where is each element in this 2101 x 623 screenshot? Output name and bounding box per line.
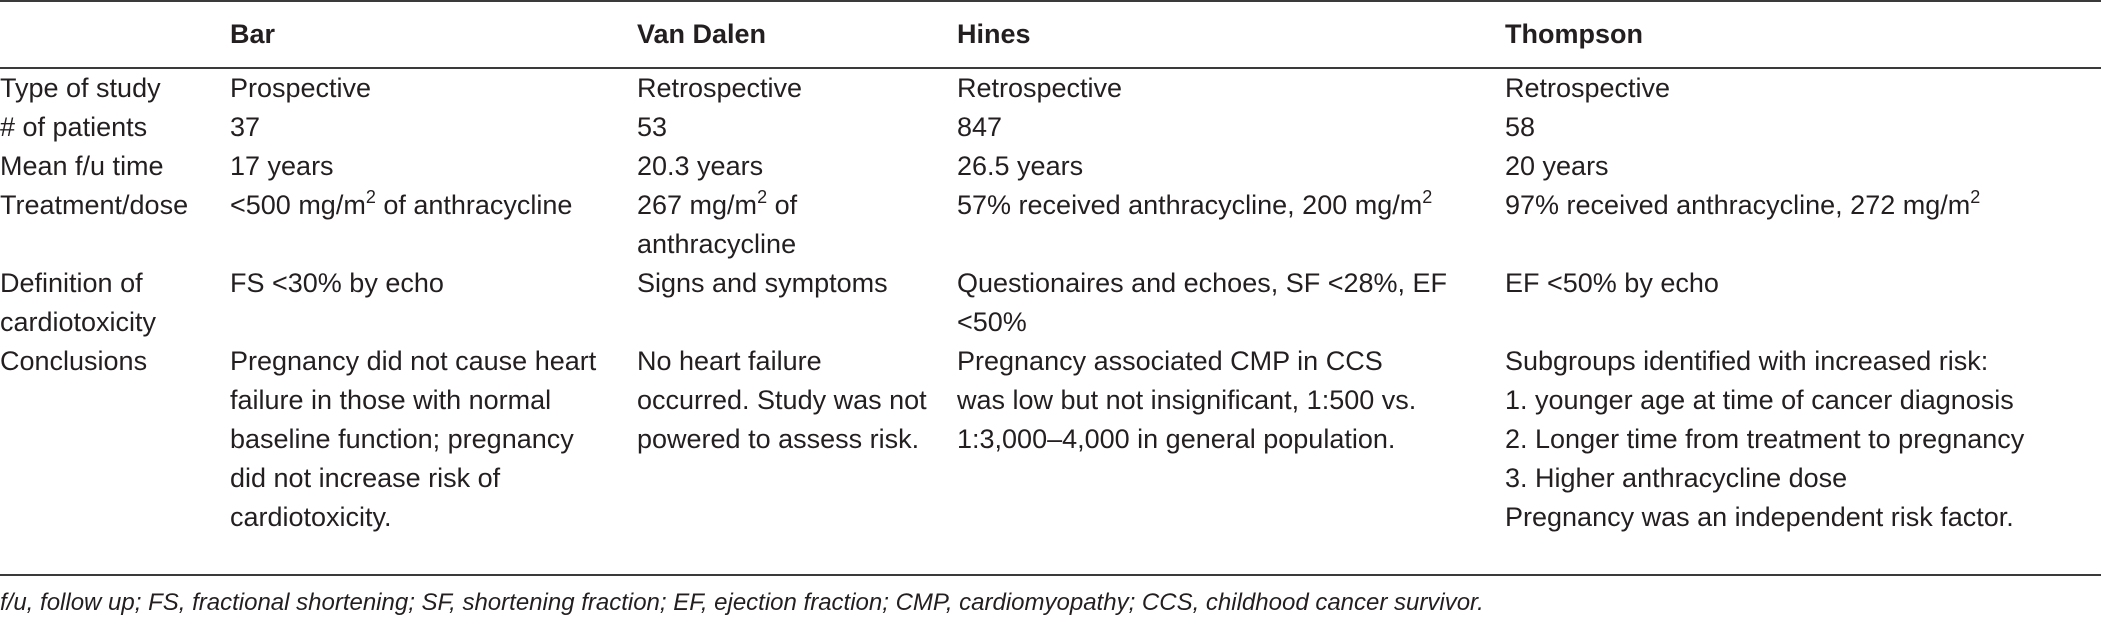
- table-row-type-of-study: [0, 69, 2101, 108]
- cell-line2: <50%: [957, 307, 1027, 337]
- table-body: [0, 69, 2101, 537]
- cell-van-dalen: [637, 342, 957, 537]
- cell-bar: [230, 186, 637, 264]
- cell-line: failure in those with normal: [230, 385, 552, 415]
- cell-van-dalen: Signs and symptoms: [637, 268, 888, 298]
- cell-line: 1. younger age at time of cancer diagnosis: [1505, 385, 2014, 415]
- cell-line: 3. Higher anthracycline dose: [1505, 463, 1848, 493]
- cell-thompson: 58: [1505, 112, 1536, 142]
- superscript: 2: [757, 187, 768, 207]
- cell-hines: Retrospective: [957, 73, 1123, 103]
- cell-line: baseline function; pregnancy: [230, 424, 574, 454]
- table-row-patients: [0, 108, 2101, 147]
- cell-line: cardiotoxicity.: [230, 502, 392, 532]
- cell-hines: [957, 186, 1505, 264]
- row-label: Conclusions: [0, 346, 148, 376]
- header-row: [0, 0, 2101, 69]
- table-row-conclusions: [0, 342, 2101, 537]
- row-label-line1: Definition of: [0, 268, 143, 298]
- cell-bar: 37: [230, 112, 261, 142]
- cell-thompson: 20 years: [1505, 151, 1609, 181]
- row-label: # of patients: [0, 112, 148, 142]
- table-bottom-rule: [0, 574, 2101, 576]
- cell-line: occurred. Study was not: [637, 385, 927, 415]
- cell-line: was low but not insignificant, 1:500 vs.: [957, 385, 1417, 415]
- row-label: Treatment/dose: [0, 190, 189, 220]
- header-van-dalen: Van Dalen: [637, 19, 767, 49]
- cell-hines: [957, 264, 1505, 342]
- cell-thompson: [1505, 342, 2101, 537]
- table-header: [0, 0, 2101, 69]
- cell-line: Pregnancy did not cause heart: [230, 346, 597, 376]
- cell-line: No heart failure: [637, 346, 822, 376]
- table-row-definition: [0, 264, 2101, 342]
- cell-line: Subgroups identified with increased risk:: [1505, 346, 1989, 376]
- dose-text-suffix: of anthracycline: [375, 190, 573, 220]
- row-label: [0, 264, 230, 342]
- cell-line: 2. Longer time from treatment to pregnancy: [1505, 424, 2025, 454]
- cell-line: Pregnancy associated CMP in CCS: [957, 346, 1383, 376]
- superscript: 2: [1422, 187, 1433, 207]
- cell-line1: Questionaires and echoes, SF <28%, EF: [957, 268, 1448, 298]
- superscript: 2: [1970, 187, 1981, 207]
- cell-van-dalen: [637, 186, 957, 264]
- cell-van-dalen: 20.3 years: [637, 151, 764, 181]
- cell-thompson: EF <50% by echo: [1505, 268, 1719, 298]
- cell-van-dalen: Retrospective: [637, 73, 803, 103]
- cell-hines: 26.5 years: [957, 151, 1084, 181]
- table-row-treatment: [0, 186, 2101, 264]
- table-row-followup: [0, 147, 2101, 186]
- row-label-line2: cardiotoxicity: [0, 307, 157, 337]
- cell-bar: [230, 342, 637, 537]
- cell-bar: FS <30% by echo: [230, 268, 444, 298]
- dose-text-suffix: of: [767, 190, 798, 220]
- row-label: Mean f/u time: [0, 151, 164, 181]
- dose-text: 57% received anthracycline, 200 mg/m: [957, 190, 1423, 220]
- header-hines: Hines: [957, 19, 1031, 49]
- cell-thompson: Retrospective: [1505, 73, 1671, 103]
- cell-van-dalen: 53: [637, 112, 668, 142]
- cell-line: 1:3,000–4,000 in general population.: [957, 424, 1396, 454]
- cell-line: powered to assess risk.: [637, 424, 920, 454]
- cell-thompson: [1505, 186, 2101, 264]
- cell-hines: 847: [957, 112, 1003, 142]
- cell-line: Pregnancy was an independent risk factor.: [1505, 502, 2014, 532]
- dose-text-line2: anthracycline: [637, 229, 797, 259]
- dose-text: 267 mg/m: [637, 190, 758, 220]
- table-footnote: f/u, follow up; FS, fractional shortening; SF, shortening fraction; EF, ejection fraction; CMP, cardiomyopathy; CCS, childhood cancer survivor.: [0, 589, 1484, 616]
- header-bar: Bar: [230, 19, 276, 49]
- row-label: Type of study: [0, 73, 161, 103]
- cell-bar: Prospective: [230, 73, 372, 103]
- dose-text: <500 mg/m: [230, 190, 366, 220]
- dose-text: 97% received anthracycline, 272 mg/m: [1505, 190, 1971, 220]
- header-label-cell: [0, 0, 230, 69]
- cell-bar: 17 years: [230, 151, 334, 181]
- header-thompson: Thompson: [1505, 19, 1643, 49]
- superscript: 2: [365, 187, 376, 207]
- cell-hines: [957, 342, 1505, 537]
- cell-line: did not increase risk of: [230, 463, 501, 493]
